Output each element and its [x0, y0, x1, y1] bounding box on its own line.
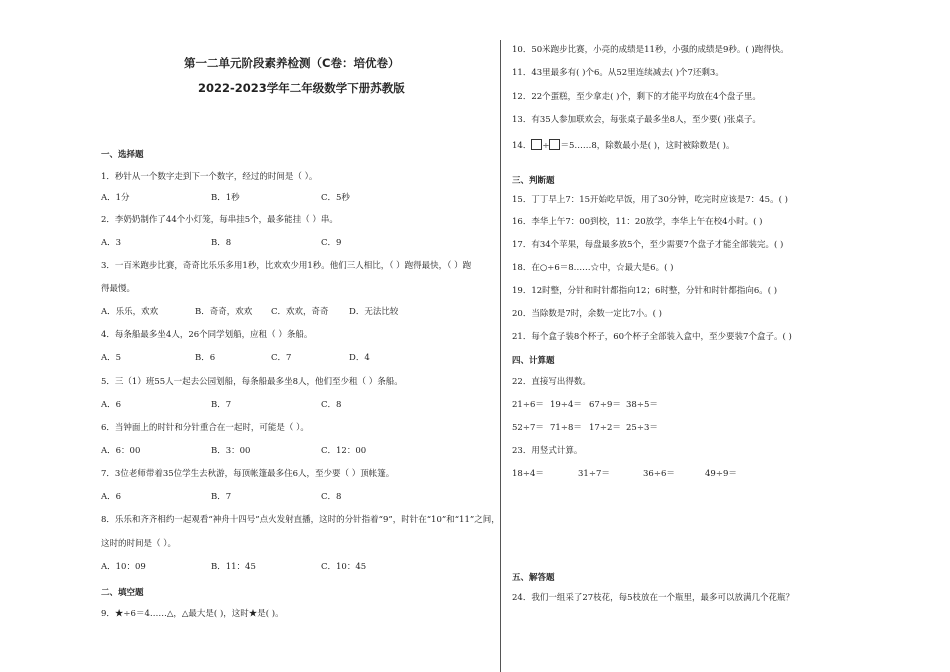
question-3-line-2: 得最慢。: [101, 284, 136, 294]
q22-item: 38÷5＝: [626, 400, 658, 410]
question-4: 4．每条船最多坐4人，26个同学划船，应租（ ）条船。: [101, 330, 313, 340]
section-word-problems: 五、解答题: [512, 573, 555, 583]
q3-option-d: D．无法比较: [349, 307, 399, 317]
question-9: 9．★÷6＝4……△，△最大是( )，这时★是( )。: [101, 609, 284, 619]
q2-option-a: A．3: [101, 238, 122, 248]
q7-option-a: A．6: [101, 492, 122, 502]
section-calculation: 四、计算题: [512, 356, 555, 366]
q4-option-b: B．6: [195, 353, 216, 363]
q22-item: 19÷4＝: [550, 400, 582, 410]
question-24: 24．我们一组采了27枝花，每5枝放在一个瓶里，最多可以放满几个花瓶？: [512, 593, 795, 603]
q5-option-b: B．7: [211, 400, 232, 410]
section-fill-blank: 二、填空题: [101, 588, 144, 598]
q5-option-a: A．6: [101, 400, 122, 410]
question-21: 21．每个盒子装8个杯子，60个杯子全部装入盒中，至少要装7个盒子。( ): [512, 332, 792, 342]
section-choice: 一、选择题: [101, 150, 144, 160]
q22-item: 25÷3＝: [626, 423, 658, 433]
q6-option-b: B．3：00: [211, 446, 251, 456]
question-22: 22．直接写出得数。: [512, 377, 591, 387]
column-divider: [500, 40, 501, 672]
section-true-false: 三、判断题: [512, 176, 555, 186]
question-16: 16．李华上午7：00到校，11：20放学，李华上午在校4小时。( ): [512, 217, 763, 227]
q3-option-c: C．欢欢，奇奇: [271, 307, 329, 317]
question-8-line-1: 8．乐乐和齐齐相约一起观看“神舟十四号”点火发射直播，这时的分针指着“9”，时针在“10”和“11”之间，: [101, 515, 500, 525]
q5-option-c: C．8: [321, 400, 342, 410]
q1-option-a: A．1分: [101, 193, 130, 203]
q4-option-a: A．5: [101, 353, 122, 363]
question-1: 1．秒针从一个数字走到下一个数字，经过的时间是（ ）。: [101, 172, 318, 182]
q8-option-b: B．11：45: [211, 562, 256, 572]
q4-option-d: D．4: [349, 353, 370, 363]
question-14-number: 14．: [512, 141, 532, 151]
question-18: 18．在○÷6＝8……☆中，☆最大是6。( ): [512, 263, 674, 273]
q22-item: 21÷6＝: [512, 400, 544, 410]
dividend-box: [531, 139, 542, 150]
title-line-2: 2022-2023学年二年级数学下册苏教版: [198, 81, 405, 95]
q4-option-c: C．7: [271, 353, 292, 363]
question-6: 6．当钟面上的时针和分针重合在一起时，可能是（ ）。: [101, 423, 309, 433]
question-14: [512, 139, 734, 152]
q22-item: 52÷7＝: [512, 423, 544, 433]
question-17: 17．有34个苹果，每盘最多放5个，至少需要7个盘子才能全部装完。( ): [512, 240, 784, 250]
q6-option-c: C．12：00: [321, 446, 367, 456]
question-15: 15．丁丁早上7：15开始吃早饭，用了30分钟，吃完时应该是7：45。( ): [512, 195, 788, 205]
question-3-line-1: 3．一百米跑步比赛，奇奇比乐乐多用1秒，比欢欢少用1秒。他们三人相比，（ ）跑得最快，（ ）跑: [101, 261, 472, 271]
question-13: 13．有35人参加联欢会，每张桌子最多坐8人，至少要( )张桌子。: [512, 115, 761, 125]
question-20: 20．当除数是7时，余数一定比7小。( ): [512, 309, 662, 319]
q1-option-b: B．1秒: [211, 193, 240, 203]
q22-item: 17÷2＝: [589, 423, 621, 433]
question-8-line-2: 这时的时间是（ ）。: [101, 539, 176, 549]
q2-option-c: C．9: [321, 238, 342, 248]
question-23: 23．用竖式计算。: [512, 446, 583, 456]
q22-item: 67÷9＝: [589, 400, 621, 410]
question-7: 7．3位老师带着35位学生去秋游，每顶帐篷最多住6人，至少要（ ）顶帐篷。: [101, 469, 395, 479]
q3-option-b: B．奇奇，欢欢: [195, 307, 253, 317]
question-2: 2．李奶奶制作了44个小灯笼，每串挂5个，最多能挂（ ）串。: [101, 215, 338, 225]
question-12: 12．22个蛋糕，至少拿走( )个，剩下的才能平均放在4个盘子里。: [512, 92, 761, 102]
q3-option-a: A．乐乐，欢欢: [101, 307, 159, 317]
q22-item: 71÷8＝: [550, 423, 582, 433]
q23-item: 31÷7＝: [578, 469, 610, 479]
q23-item: 36÷6＝: [643, 469, 675, 479]
q6-option-a: A．6：00: [101, 446, 141, 456]
title-line-1: 第一二单元阶段素养检测（C卷：培优卷）: [184, 56, 400, 70]
question-11: 11．43里最多有( )个6。从52里连续减去( )个7还剩3。: [512, 68, 724, 78]
question-14-text: ＝5……8，除数最小是( )，这时被除数是( )。: [560, 141, 735, 151]
divisor-box: [549, 139, 560, 150]
q23-item: 18÷4＝: [512, 469, 544, 479]
q1-option-c: C．5秒: [321, 193, 350, 203]
q7-option-c: C．8: [321, 492, 342, 502]
q8-option-c: C．10：45: [321, 562, 367, 572]
q8-option-a: A．10：09: [101, 562, 146, 572]
question-5: 5．三（1）班55人一起去公园划船，每条船最多坐8人，他们至少租（ ）条船。: [101, 377, 403, 387]
q7-option-b: B．7: [211, 492, 232, 502]
q2-option-b: B．8: [211, 238, 232, 248]
question-19: 19．12时整，分针和时针都指向12；6时整，分针和时针都指向6。( ): [512, 286, 778, 296]
question-10: 10．50米跑步比赛，小亮的成绩是11秒，小强的成绩是9秒。( )跑得快。: [512, 45, 789, 55]
division-sign: ÷: [542, 141, 550, 151]
q23-item: 49÷9＝: [705, 469, 737, 479]
